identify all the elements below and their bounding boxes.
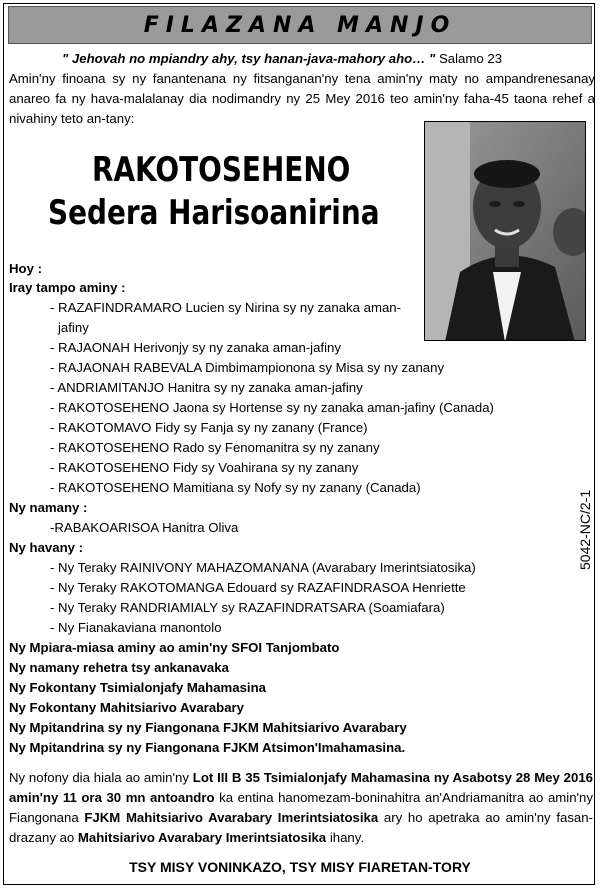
list-item: - RAKOTOSEHENO Jaona sy Hortense sy ny zanaka aman-jafiny (Canada) [50,400,494,415]
list-item: - Ny Fianakaviana manontolo [50,620,222,635]
reference-code: 5042-NC/2-1 [577,489,593,570]
list-item: - Ny Teraky RAINIVONY MAHAZOMANANA (Avarabary Imerintsiatosika) [50,560,476,575]
funeral-paragraph [9,768,593,848]
portrait-image [425,122,586,341]
deceased-given-name: Sedera Harisoanirina [48,193,380,233]
iray-tampo-label: Iray tampo aminy : [9,280,126,295]
list-item: - RAKOTOSEHENO Rado sy Fenomanitra sy ny zanany [50,440,380,455]
list-item: - Ny Teraky RANDRIAMIALY sy RAZAFINDRATSARA (Soamiafara) [50,600,445,615]
list-item: -RABAKOARISOA Hanitra Oliva [50,520,239,535]
quote-reference: Salamo 23 [438,51,503,66]
group-line: Ny Mpitandrina sy ny Fiangonana FJKM Mahitsiarivo Avarabary [9,720,407,735]
portrait-photo [424,121,586,341]
funeral-text: ary ho apetraka ao amin'ny fasan-drazany ao [9,810,593,845]
funeral-text: Ny nofony dia hiala ao amin'ny [9,770,193,785]
deceased-surname: RAKOTOSEHENO [92,150,351,190]
group-line: Ny Fokontany Mahitsiarivo Avarabary [9,700,245,715]
list-item: - RAJAONAH RABEVALA Dimbimampionona sy Misa sy ny zanany [50,360,445,375]
footer-note: TSY MISY VONINKAZO, TSY MISY FIARETAN-TORY [129,859,471,875]
list-item: - RAKOTOSEHENO Fidy sy Voahirana sy ny zanany [50,460,359,475]
funeral-text: ka entina hanomezam-boninahitra an'Andriamanitra ao amin'ny Fiangonana [9,790,593,825]
group-line: Ny Mpitandrina sy ny Fiangonana FJKM Atsimon'Imahamasina. [9,740,406,755]
notice-header [8,6,592,44]
namany-label: Ny namany : [9,500,88,515]
funeral-text: ihany. [326,830,365,845]
group-line: Ny Fokontany Tsimialonjafy Mahamasina [9,680,266,695]
havany-label: Ny havany : [9,540,84,555]
list-item: - RAKOTOMAVO Fidy sy Fanja sy ny zanany (France) [50,420,368,435]
list-item: - RAZAFINDRAMARO Lucien sy Nirina sy ny zanaka aman- [50,300,402,315]
funeral-church: FJKM Mahitsiarivo Avarabary Imerintsiatosika [84,810,379,825]
quote-text: " Jehovah no mpiandry ahy, tsy hanan-java-mahory aho… " [62,51,436,66]
funeral-address: Lot III B 35 Tsimialonjafy Mahamasina ny Asabotsy 28 Mey 2016 amin'ny 11 ora 30 mn antoandro [9,770,594,805]
list-item: - Ny Teraky RAKOTOMANGA Edouard sy RAZAFINDRASOA Henriette [50,580,466,595]
scripture-quote [62,49,502,69]
hoy-label: Hoy : [9,261,42,276]
list-item: jafiny [58,320,89,335]
group-line: Ny namany rehetra tsy ankanavaka [9,660,229,675]
group-line: Ny Mpiara-miasa aminy ao amin'ny SFOI Tanjombato [9,640,340,655]
list-item: - RAJAONAH Herivonjy sy ny zanaka aman-jafiny [50,340,341,355]
notice-title: FILAZANA MANJO [143,12,457,38]
list-item: - ANDRIAMITANJO Hanitra sy ny zanaka aman-jafiny [50,380,363,395]
intro-paragraph: Amin'ny finoana sy ny fanantenana ny fitsanganan'ny tena amin'ny maty no ampandrenesanay anareo fa ny hava-malalanay dia nodimandry ny 25 Mey 2016 teo amin'ny faha-45 taona rehef a nivahiny teto an-tany: [9,71,595,126]
funeral-burial-place: Mahitsiarivo Avarabary Imerintsiatosika [77,830,327,845]
list-item: - RAKOTOSEHENO Mamitiana sy Nofy sy ny zanany (Canada) [50,480,421,495]
